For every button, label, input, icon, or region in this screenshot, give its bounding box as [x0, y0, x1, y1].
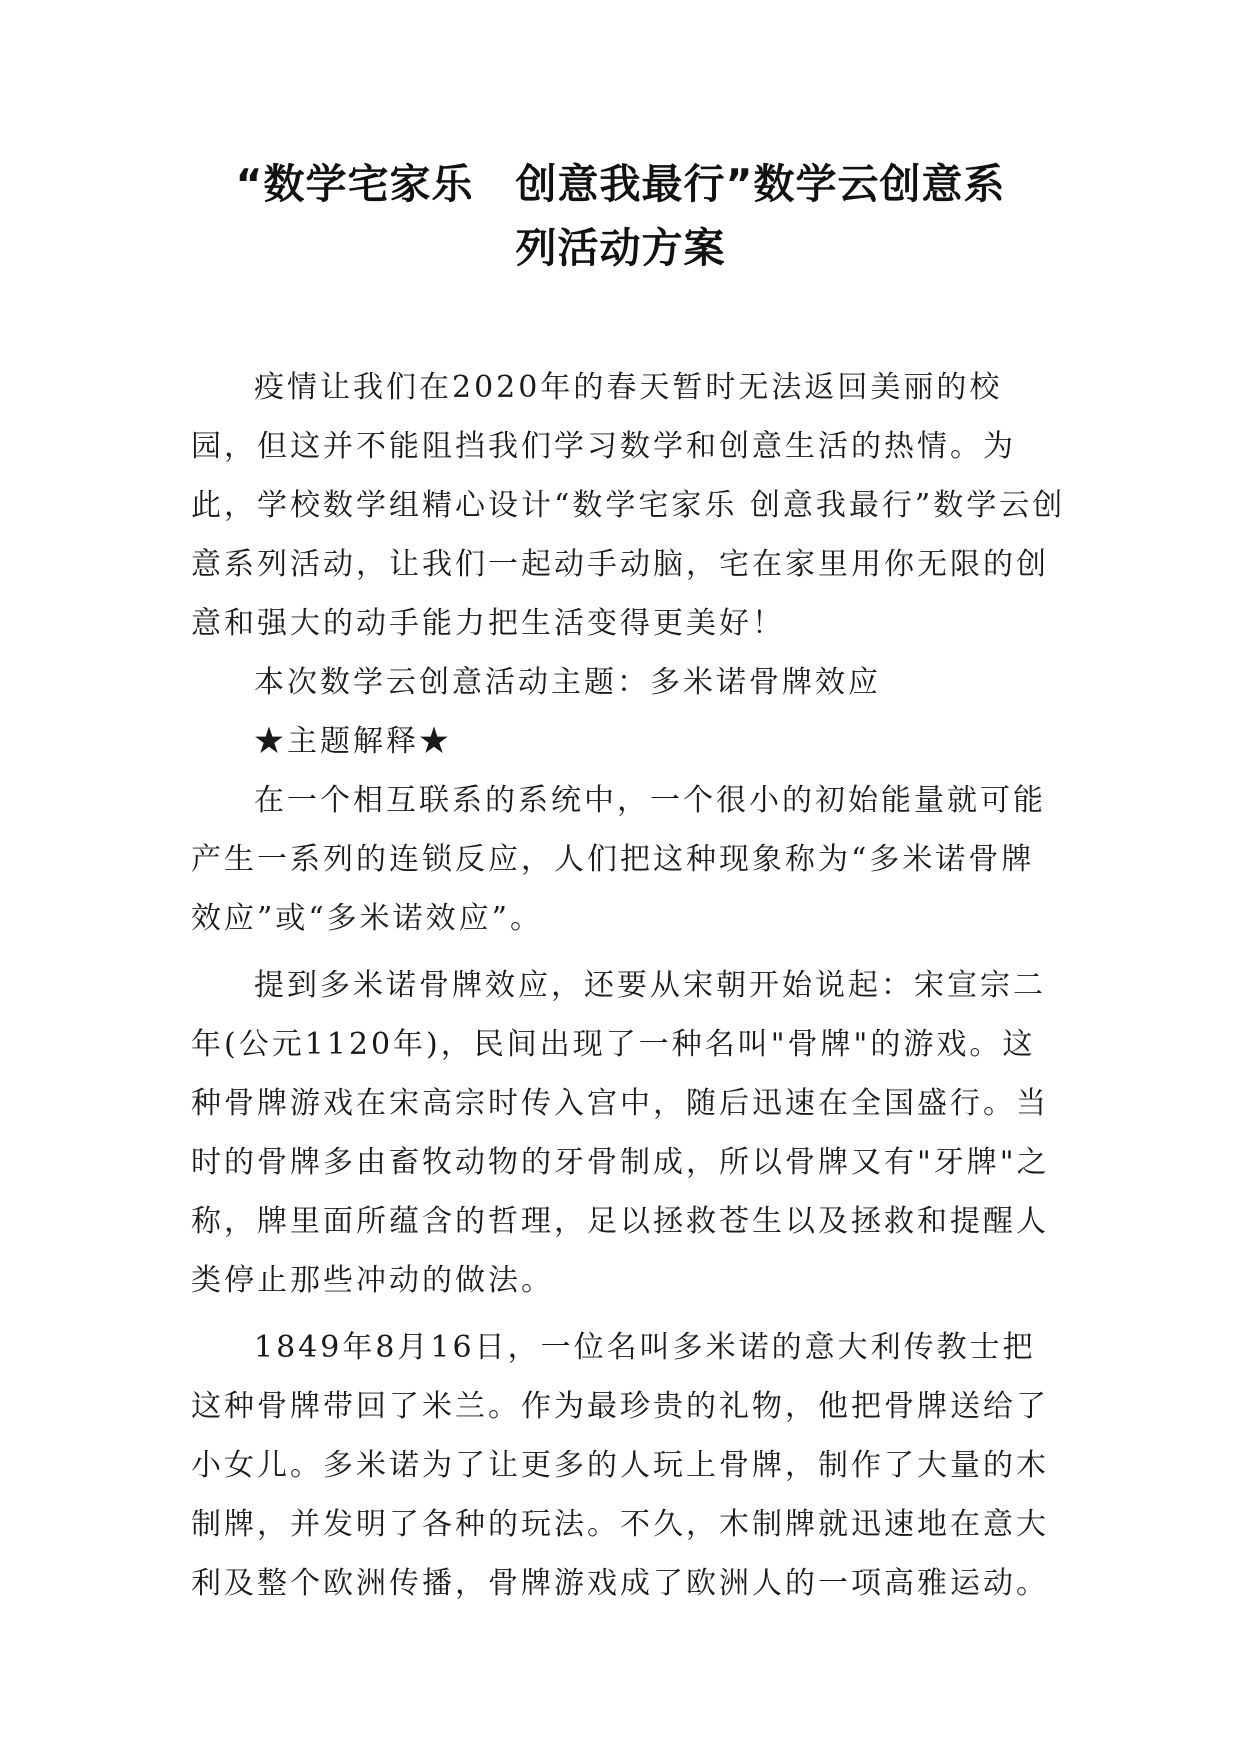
paragraph-theme-heading: ★主题解释★: [254, 724, 452, 759]
title-line-2: 列活动方案: [515, 224, 726, 272]
title-line-1: “数学宅家乐 创意我最行”数学云创意系: [235, 160, 1006, 208]
document-title: [175, 152, 1066, 280]
paragraph-history-song: 提到多米诺骨牌效应，还要从宋朝开始说起：宋宣宗二年(公元1120年)，民间出现了一种名叫"骨牌"的游戏。这种骨牌游戏在宋高宗时传入宫中，随后迅速在全国盛行。当时的骨牌多由畜牧动物的牙骨制成，所以骨牌又有"牙牌"之称，牌里面所蕴含的哲理，足以拯救苍生以及拯救和提醒人类停止那些冲动的做法。: [191, 968, 1050, 1298]
document-body: [191, 358, 1067, 1613]
paragraph-history-europe: 1849年8月16日，一位名叫多米诺的意大利传教士把这种骨牌带回了米兰。作为最珍贵的礼物，他把骨牌送给了小女儿。多米诺为了让更多的人玩上骨牌，制作了大量的木制牌，并发明了各种的玩法。不久，木制牌就迅速地在意大利及整个欧洲传播，骨牌游戏成了欧洲人的一项高雅运动。: [191, 1330, 1049, 1601]
paragraph-definition: 在一个相互联系的系统中，一个很小的初始能量就可能产生一系列的连锁反应，人们把这种现象称为“多米诺骨牌效应”或“多米诺效应”。: [191, 783, 1046, 936]
paragraph-theme: 本次数学云创意活动主题：多米诺骨牌效应: [254, 665, 881, 700]
paragraph-intro: 疫情让我们在2020年的春天暂时无法返回美丽的校园，但这并不能阻挡我们学习数学和创意生活的热情。为此，学校数学组精心设计“数学宅家乐 创意我最行”数学云创意系列活动，让我们一起动手动脑，宅在家里用你无限的创意和强大的动手能力把生活变得更美好！: [191, 370, 1066, 641]
